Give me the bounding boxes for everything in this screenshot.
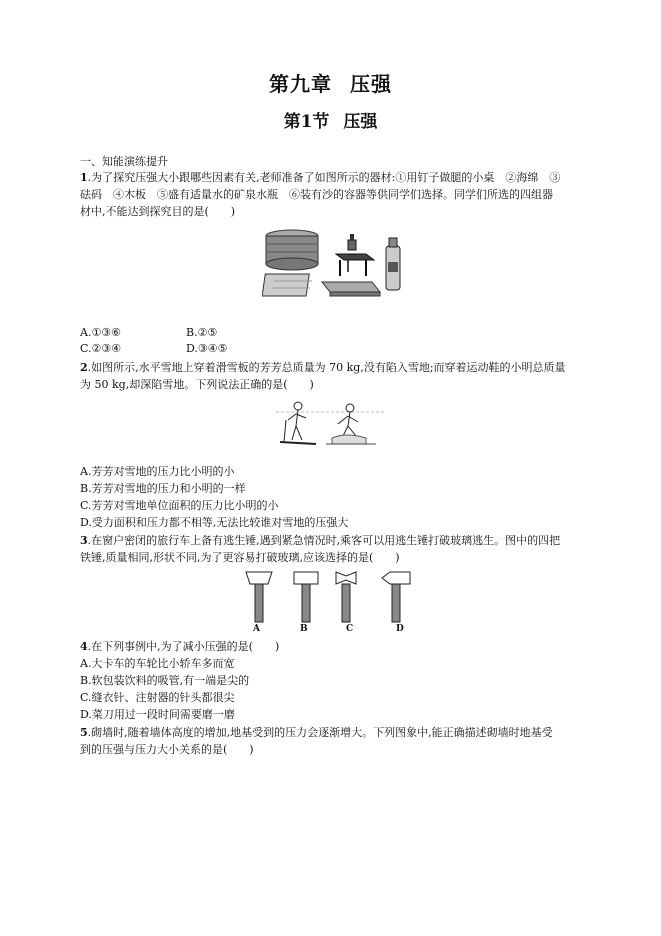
chapter-topic: 压强 [350,72,392,96]
q4-option-d[interactable]: D.菜刀用过一段时间需要磨一磨 [80,708,235,721]
chapter-title [0,68,661,97]
q3-stem-line2: 铁锤,质量相同,形状不同,为了更容易打破玻璃,应该选择的是( ) [80,551,400,564]
q2-option-d[interactable]: D.受力面积和压力都不相等,无法比较谁对雪地的压强大 [80,516,349,529]
q3-stem-line1: 3.在窗户密闭的旅行车上备有逃生锤,遇到紧急情况时,乘客可以用逃生锤打破玻璃逃生。图中的四把 [80,534,561,547]
q2-stem-line1: 2.如图所示,水平雪地上穿着滑雪板的芳芳总质量为 70 kg,没有陷入雪地;而穿着运动鞋的小明总质量 [80,361,566,374]
section-number: 第1节 [283,112,330,132]
q1-option-d[interactable]: D.③④⑤ [186,342,228,355]
q5-stem-line1: 5.砌墙时,随着墙体高度的增加,地基受到的压力会逐渐增大。下列图象中,能正确描述砌墙时地基受 [80,726,553,739]
part-heading: 一、知能演练提升 [80,155,168,168]
q2-option-b[interactable]: B.芳芳对雪地的压力和小明的一样 [80,482,246,495]
q4-option-b[interactable]: B.软包装饮料的吸管,有一端是尖的 [80,674,250,687]
q3-label-a[interactable]: A [253,624,260,634]
section-title [0,107,661,132]
q1-stem-line2: 砝码 ④木板 ⑤盛有适量水的矿泉水瓶 ⑥装有沙的容器等供同学们选择。同学们所选的四组器 [80,188,553,201]
q1-equipment-figure [262,226,412,304]
q4-option-a[interactable]: A.大卡车的车轮比小轿车多而宽 [80,657,235,670]
q4-stem: 4.在下列事例中,为了减小压强的是( ) [80,640,280,653]
q3-label-b[interactable]: B [300,624,308,634]
q5-stem-line2: 到的压强与压力大小关系的是( ) [80,743,254,756]
q2-stem-line2: 为 50 kg,却深陷雪地。下列说法正确的是( ) [80,378,314,391]
section-topic: 压强 [343,112,378,132]
q1-stem-line3: 材中,不能达到探究目的是( ) [80,205,236,218]
q2-snow-figure [276,398,384,454]
q1-option-c[interactable]: C.②③④ [80,342,122,355]
q4-option-c[interactable]: C.缝衣针、注射器的针头都很尖 [80,691,235,704]
q1-option-a[interactable]: A.①③⑥ [80,326,122,339]
q2-option-c[interactable]: C.芳芳对雪地单位面积的压力比小明的小 [80,499,279,512]
q1-option-b[interactable]: B.②⑤ [186,326,218,339]
q1-stem-line1: 1.为了探究压强大小跟哪些因素有关,老师准备了如图所示的器材:①用钉子做腿的小桌 ②海绵 ③ [80,171,561,184]
q3-label-d[interactable]: D [396,624,404,634]
q3-label-c[interactable]: C [346,624,354,634]
q2-option-a[interactable]: A.芳芳对雪地的压力比小明的小 [80,465,235,478]
chapter-number: 第九章 [269,72,332,96]
